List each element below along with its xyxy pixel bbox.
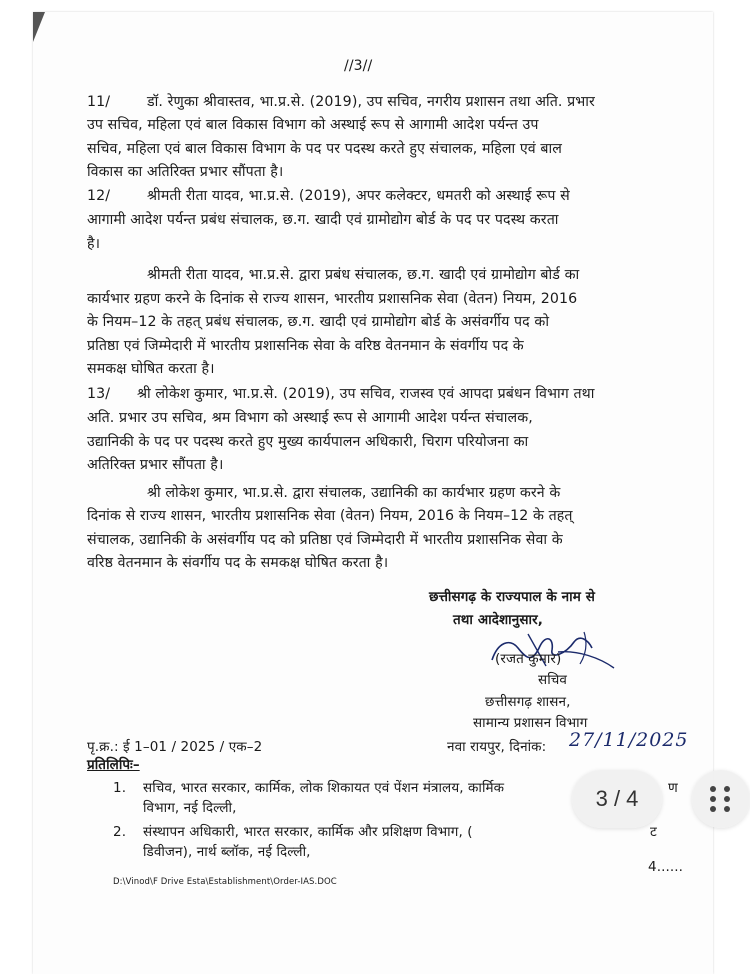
item-line: श्रीमती रीता यादव, भा.प्र.से. (2019), अपर कलेक्टर, धमतरी को अस्थाई रूप से — [147, 188, 570, 204]
item-line: आगामी आदेश पर्यन्त प्रबंध संचालक, छ.ग. खादी एवं ग्रामोद्योग बोर्ड के पद पर पदस्थ करता — [87, 212, 559, 228]
closing-line: छत्तीसगढ़ के राज्यपाल के नाम से — [429, 589, 595, 605]
copy-line: डिवीजन), नार्थ ब्लॉक, नई दिल्ली, — [143, 844, 311, 860]
note-line: समकक्ष घोषित करता है। — [87, 361, 215, 377]
grid-dot — [724, 806, 730, 812]
item-number: 11/ — [87, 94, 111, 110]
signatory-name: (रजत कुमार) — [495, 651, 562, 667]
item-line: डॉ. रेणुका श्रीवास्तव, भा.प्र.से. (2019), उप सचिव, नगरीय प्रशासन तथा अति. प्रभार — [147, 94, 595, 110]
page-number: //3// — [344, 58, 373, 74]
note-line: श्री लोकेश कुमार, भा.प्र.से. द्वारा संचालक, उद्यानिकी का कार्यभार ग्रहण करने के — [147, 485, 561, 501]
grid-dot — [724, 786, 730, 792]
note-line: वरिष्ठ वेतनमान के संवर्गीय पद के समकक्ष घोषित करता है। — [87, 555, 389, 571]
grid-dot — [724, 796, 730, 802]
copy-line: सचिव, भारत सरकार, कार्मिक, लोक शिकायत एवं पेंशन मंत्रालय, कार्मिक — [143, 780, 505, 796]
reference-number: पृ.क्र.: ई 1–01 / 2025 / एक–2 — [87, 739, 263, 755]
item-line: है। — [87, 236, 101, 252]
copy-line-tail: ण — [668, 780, 678, 796]
item-line: उप सचिव, महिला एवं बाल विकास विभाग को अस्थाई रूप से आगामी आदेश पर्यन्त उप — [87, 117, 539, 133]
item-line: अतिरिक्त प्रभार सौंपता है। — [87, 457, 224, 473]
document-page — [33, 12, 713, 974]
copy-number: 1. — [113, 780, 127, 796]
note-line: कार्यभार ग्रहण करने के दिनांक से राज्य शासन, भारतीय प्रशासनिक सेवा (वेतन) नियम, 2016 — [87, 291, 578, 307]
grid-dot — [710, 806, 716, 812]
note-line: संचालक, उद्यानिकी के असंवर्गीय पद को प्रतिष्ठा एवं जिम्मेदारी में भारतीय प्रशासनिक सेवा के — [87, 532, 563, 548]
grid-dot — [710, 796, 716, 802]
signatory-designation: सचिव — [538, 672, 568, 688]
item-line: अति. प्रभार उप सचिव, श्रम विभाग को अस्थाई रूप से आगामी आदेश पर्यन्त संचालक, — [87, 410, 533, 426]
copy-line: संस्थापन अधिकारी, भारत सरकार, कार्मिक और प्रशिक्षण विभाग, ( — [143, 824, 473, 840]
item-line: सचिव, महिला एवं बाल विकास विभाग के पद पर पदस्थ करते हुए संचालक, महिला एवं बाल — [87, 141, 562, 157]
handwritten-date: 27/11/2025 — [569, 729, 689, 751]
closing-line: तथा आदेशानुसार, — [453, 612, 543, 628]
copy-line: विभाग, नई दिल्ली, — [143, 800, 237, 816]
page-indicator[interactable]: 3 / 4 — [572, 770, 662, 828]
note-line: दिनांक से राज्य शासन, भारतीय प्रशासनिक सेवा (वेतन) नियम, 2016 के नियम–12 के तहत् — [87, 508, 573, 524]
signatory-department: सामान्य प्रशासन विभाग — [473, 715, 588, 731]
signatory-government: छत्तीसगढ़ शासन, — [485, 694, 571, 710]
note-line: के नियम–12 के तहत् प्रबंध संचालक, छ.ग. खादी एवं ग्रामोद्योग बोर्ड के असंवर्गीय पद को — [87, 314, 550, 330]
item-line: विकास का अतिरिक्त प्रभार सौंपता है। — [87, 164, 284, 180]
copies-heading: प्रतिलिपिः– — [87, 757, 140, 773]
page-corner-shadow — [33, 12, 45, 42]
item-line: श्री लोकेश कुमार, भा.प्र.से. (2019), उप सचिव, राजस्व एवं आपदा प्रबंधन विभाग तथा — [137, 386, 595, 402]
continuation-marker: 4...... — [648, 859, 684, 875]
place-date-label: नवा रायपुर, दिनांक: — [447, 739, 547, 755]
grid-dots-icon[interactable] — [692, 770, 750, 828]
item-line: उद्यानिकी के पद पर पदस्थ करते हुए मुख्य कार्यपालन अधिकारी, चिराग परियोजना का — [87, 434, 529, 450]
copy-line-tail: ट — [650, 824, 657, 840]
note-line: श्रीमती रीता यादव, भा.प्र.से. द्वारा प्रबंध संचालक, छ.ग. खादी एवं ग्रामोद्योग बोर्ड का — [147, 267, 580, 283]
file-path: D:\Vinod\F Drive Esta\Establishment\Order-IAS.DOC — [113, 877, 337, 887]
grid-dot — [710, 786, 716, 792]
copy-number: 2. — [113, 824, 127, 840]
note-line: प्रतिष्ठा एवं जिम्मेदारी में भारतीय प्रशासनिक सेवा के वरिष्ठ वेतनमान के संवर्गीय पद के — [87, 338, 524, 354]
item-number: 12/ — [87, 188, 111, 204]
item-number: 13/ — [87, 386, 111, 402]
